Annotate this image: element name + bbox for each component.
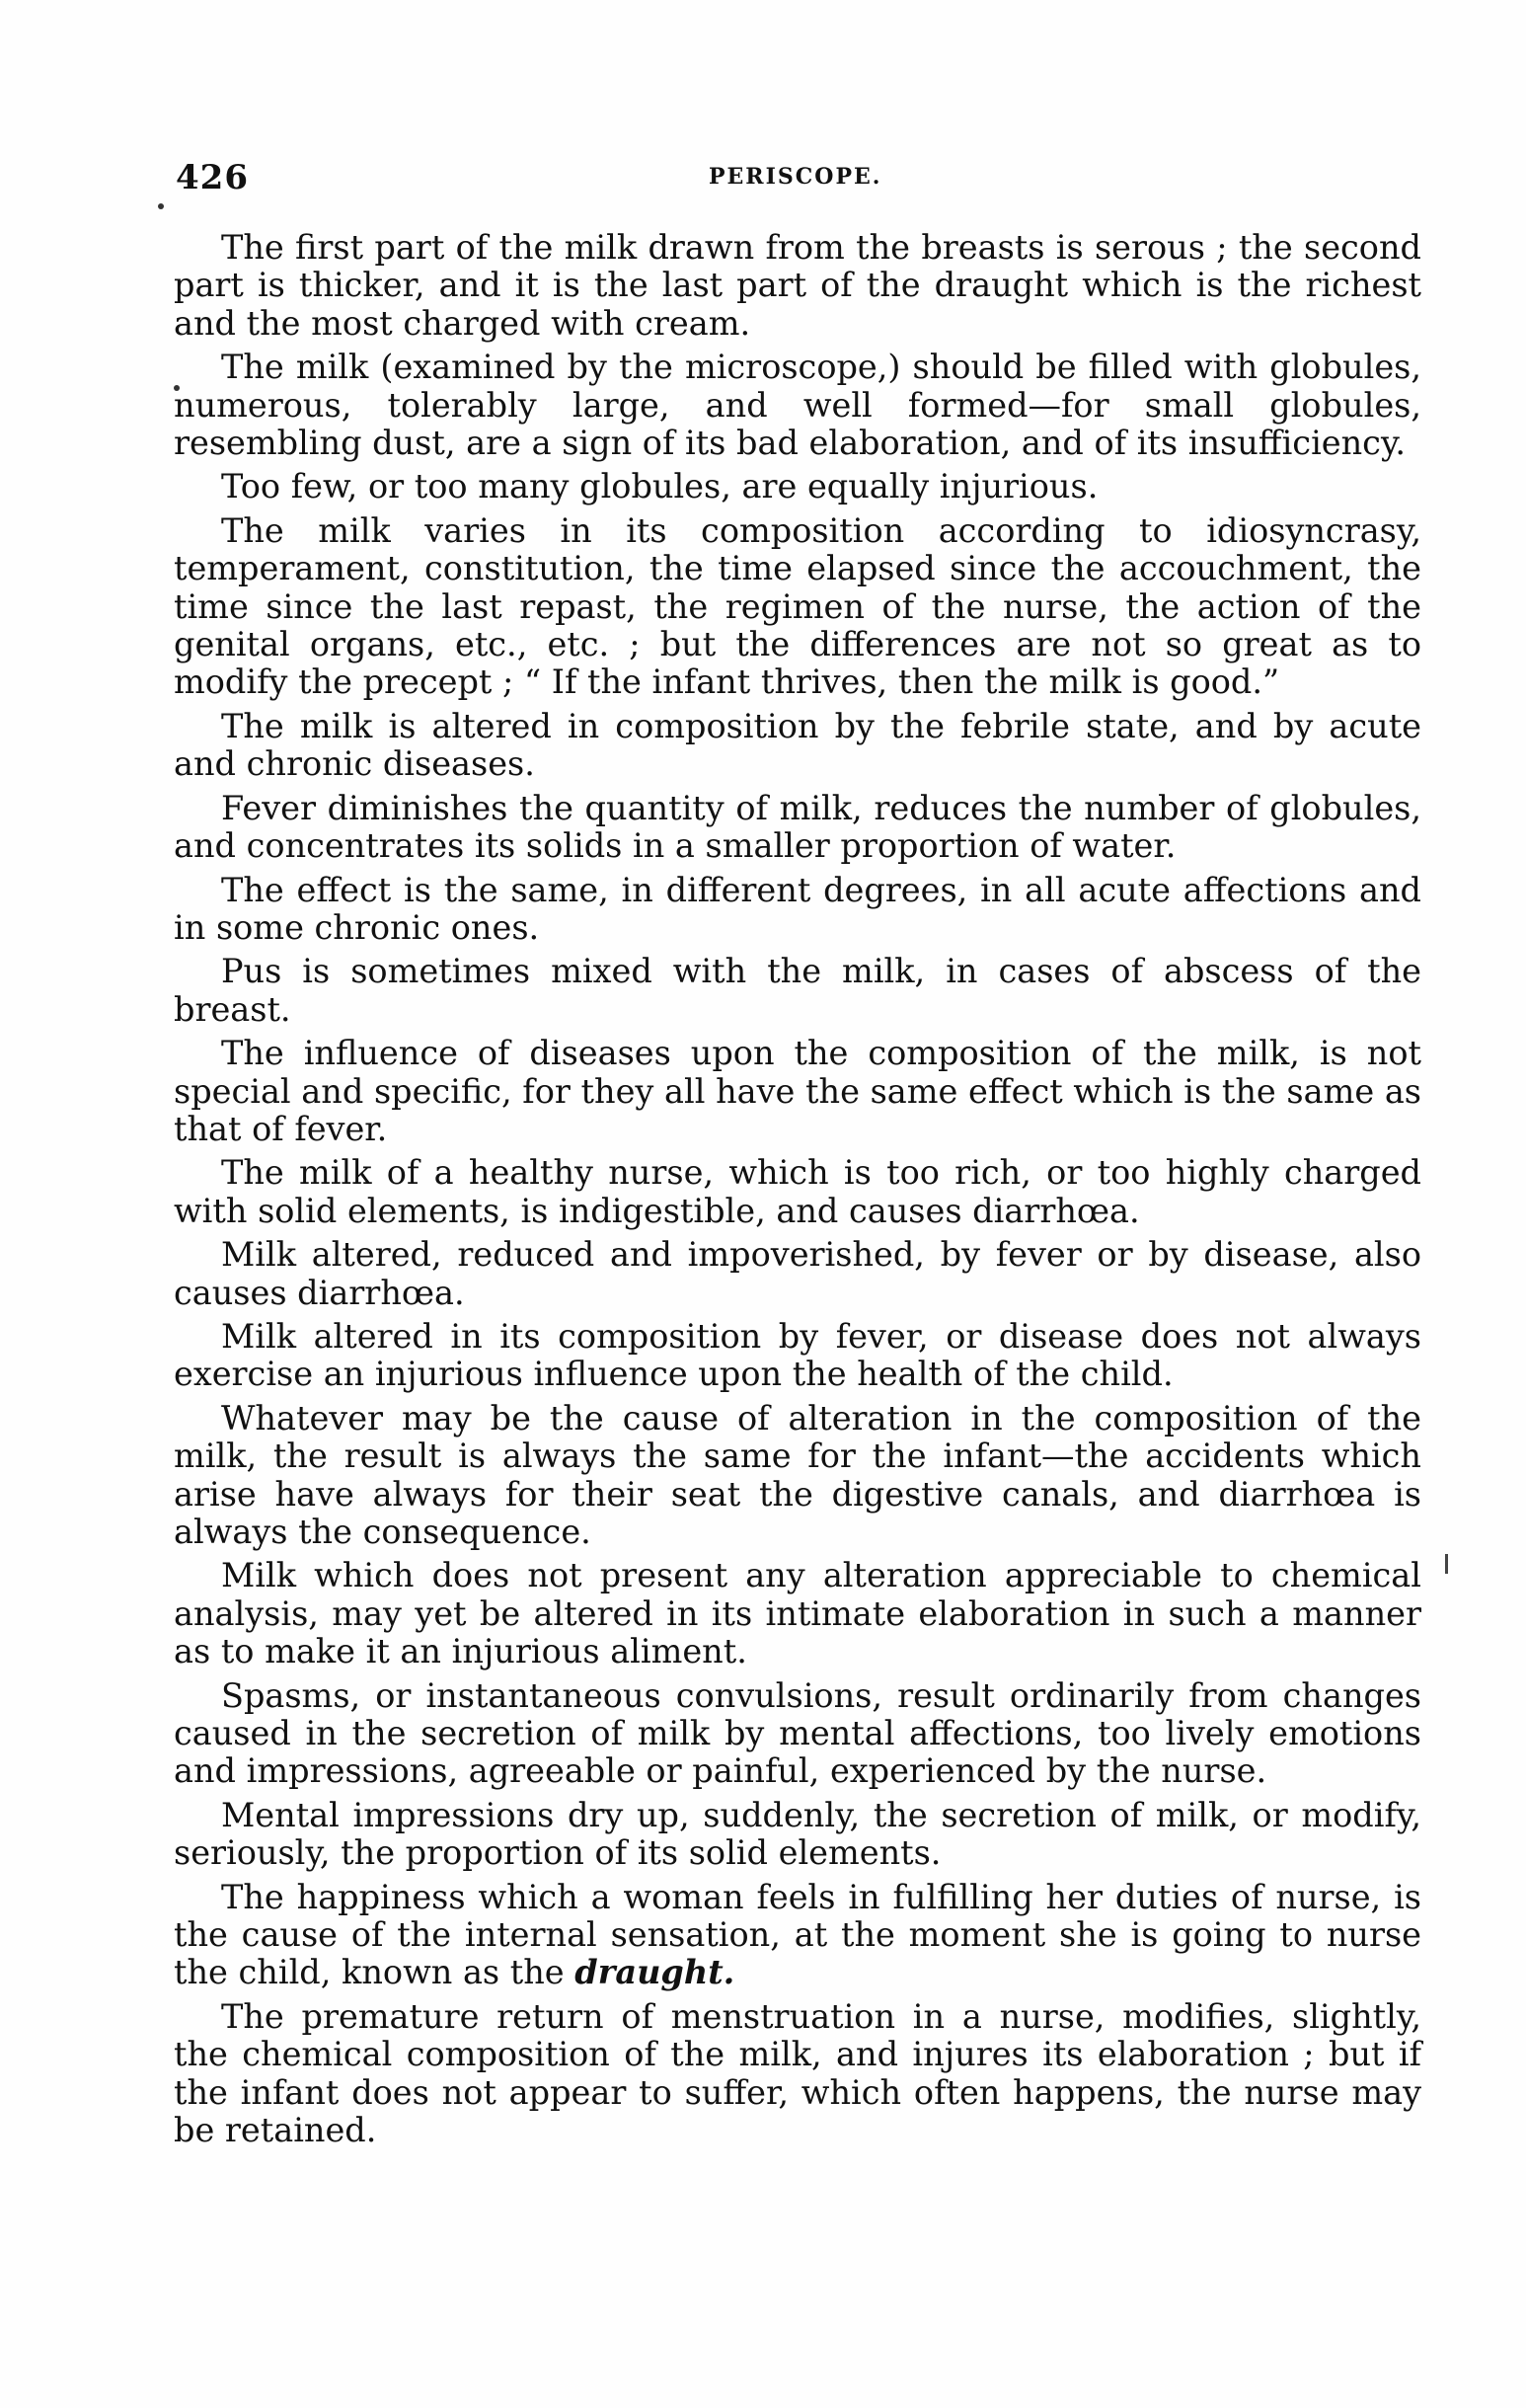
paragraph: Whatever may be the cause of alteration in the composition of the milk, the result is always the same for the infant—the accidents which arise have always for their seat the digestive canals, and diarrhœa is always the consequence. xyxy=(174,1398,1421,1551)
paragraph: The premature return of menstruation in a nurse, modifies, slightly, the chemical composition of the milk, and injures its elaboration ; but if the infant does not appear to suffer, which often happens, the nurse may be retained. xyxy=(174,1996,1421,2150)
page-number: 426 xyxy=(176,158,249,197)
body-text xyxy=(174,229,1421,2156)
paragraph: Spasms, or instantaneous convulsions, result ordinarily from changes caused in the secretion of milk by mental affections, too lively emotions and impressions, agreeable or painful, experienced by the nurse. xyxy=(174,1675,1421,1791)
paragraph: Mental impressions dry up, suddenly, the secretion of milk, or modify, seriously, the proportion of its solid elements. xyxy=(174,1795,1421,1873)
paragraph: The first part of the milk drawn from the breasts is serous ; the second part is thicker, and it is the last part of the draught which is the richest and the most charged with cream. xyxy=(174,228,1421,343)
paragraph: The effect is the same, in different degrees, in all acute affections and in some chronic ones. xyxy=(174,870,1421,947)
paragraph: The milk of a healthy nurse, which is too rich, or too highly charged with solid elements, is indigestible, and causes diarrhœa. xyxy=(174,1153,1421,1230)
paragraph: The milk (examined by the microscope,) should be filled with globules, numerous, tolerably large, and well formed—for small globules, resembling dust, are a sign of its bad elaboration, and of its insufficiency. xyxy=(174,348,1421,463)
paragraph: Fever diminishes the quantity of milk, reduces the number of globules, and concentrates its solids in a smaller proportion of water. xyxy=(174,788,1421,866)
paragraph: Milk altered, reduced and impoverished, by fever or by disease, also causes diarrhœa. xyxy=(174,1235,1421,1312)
running-head: PERISCOPE. xyxy=(709,164,882,190)
margin-mark xyxy=(1445,1554,1448,1574)
paragraph: Pus is sometimes mixed with the milk, in cases of abscess of the breast. xyxy=(174,952,1421,1029)
paragraph: Too few, or too many globules, are equally injurious. xyxy=(221,467,1099,506)
paragraph: The influence of diseases upon the composition of the milk, is not special and specific, for they all have the same effect which is the same as that of fever. xyxy=(174,1034,1421,1148)
paragraph: The milk is altered in composition by the febrile state, and by acute and chronic diseases. xyxy=(174,706,1421,784)
paragraph: Milk which does not present any alteration appreciable to chemical analysis, may yet be altered in its intimate elaboration in such a manner as to make it an injurious aliment. xyxy=(174,1556,1421,1671)
italic-word: draught. xyxy=(574,1953,735,1992)
paragraph-text: The happiness which a woman feels in fulfilling her duties of nurse, is the cause of the internal sensation, at the moment she is going to nurse the child, known as the xyxy=(174,1877,1421,1992)
stray-ink-dot xyxy=(158,203,164,209)
paragraph: The milk varies in its composition according to idiosyncrasy, temperament, constitution, the time elapsed since the accouchment, the time since the last repast, the regimen of the nurse, the action of the genital organs, etc., etc. ; but the differences are not so great as to modify the precept ; “ If the infant thrives, then the milk is good.” xyxy=(174,510,1421,702)
paragraph-draught xyxy=(174,1879,1421,1992)
page-header xyxy=(176,158,1419,207)
paragraph: Milk altered in its composition by fever, or disease does not always exercise an injurious influence upon the health of the child. xyxy=(174,1316,1421,1394)
